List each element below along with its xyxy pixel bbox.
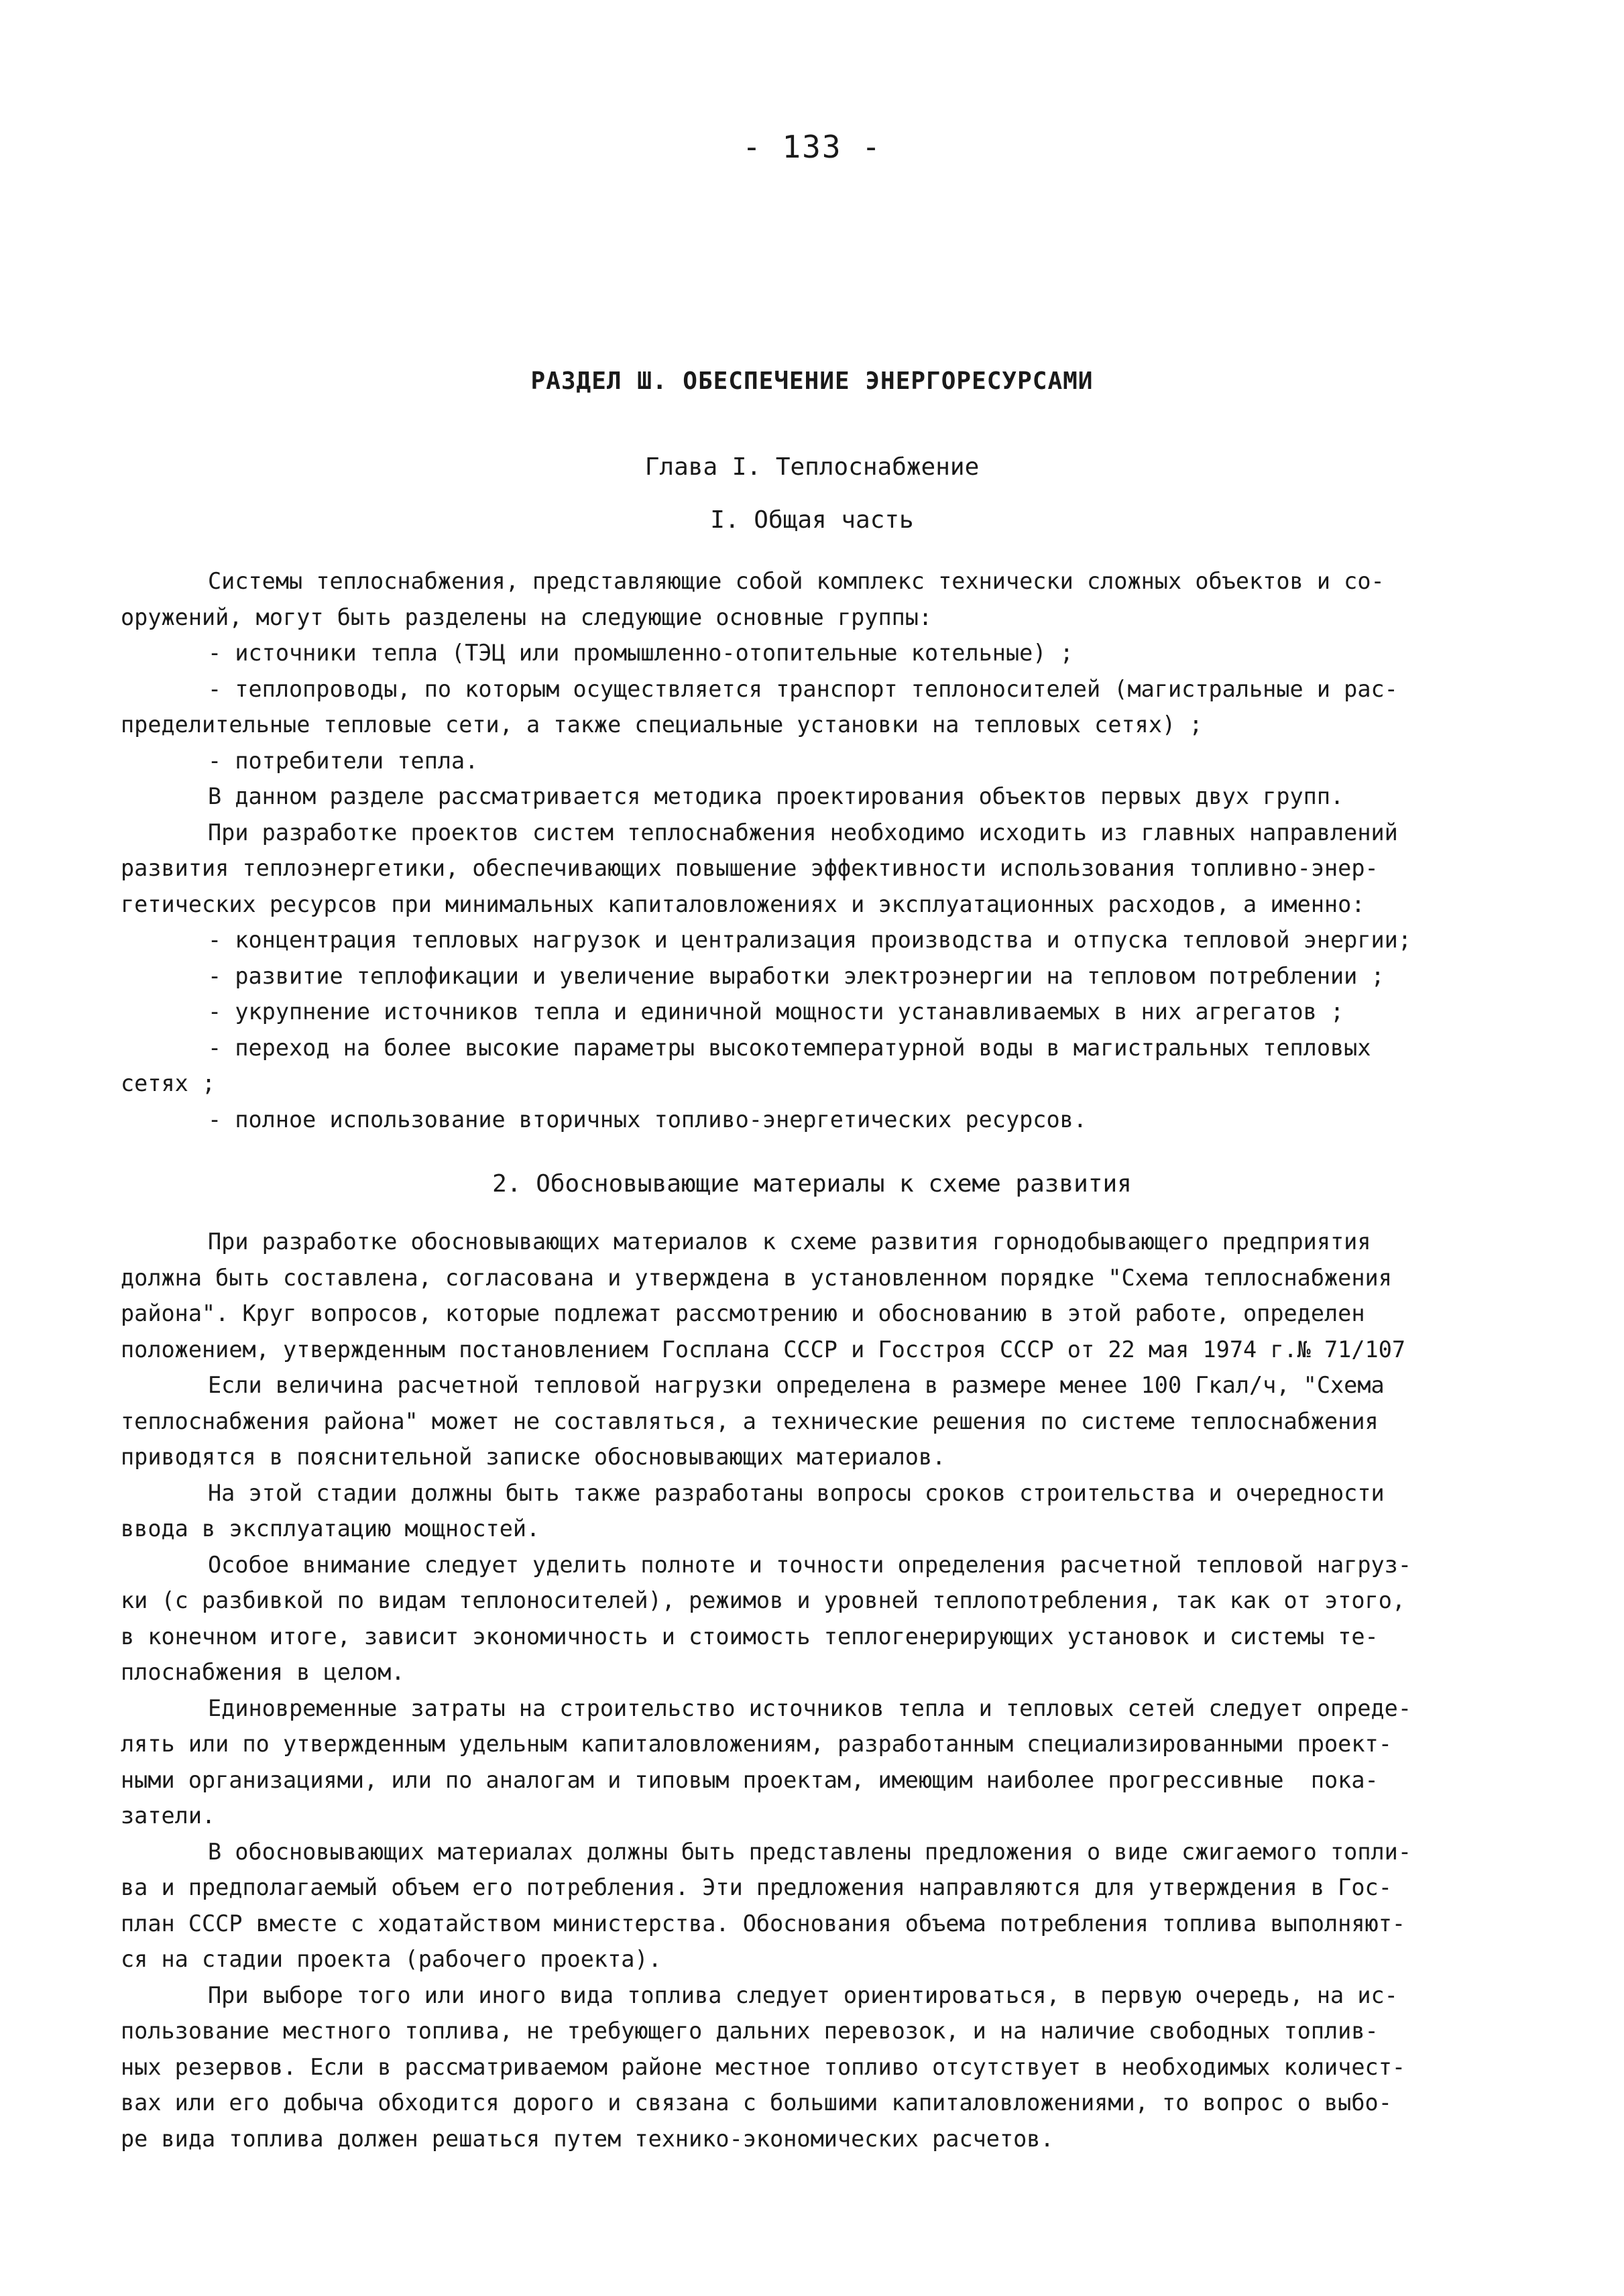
text-line: пределительные тепловые сети, а также специальные установки на тепловых сетях) ; [121, 711, 1203, 738]
subsection-title-materials: 2. Обосновывающие материалы к схеме развития [492, 1170, 1132, 1198]
text-line: Особое внимание следует уделить полноте и точности определения расчетной тепловой нагруз- [208, 1551, 1412, 1578]
text-line: ными организациями, или по аналогам и типовым проектам, имеющим наиболее прогрессивные пока- [121, 1766, 1379, 1793]
text-line: ре вида топлива должен решаться путем технико-экономических расчетов. [121, 2125, 1054, 2152]
text-line: Если величина расчетной тепловой нагрузки определена в размере менее 100 Гкал/ч, "Схема [208, 1372, 1385, 1398]
text-line: ва и предполагаемый объем его потребления. Эти предложения направляются для утверждения в Гос- [121, 1874, 1392, 1900]
text-line: - теплопроводы, по которым осуществляется транспорт теплоносителей (магистральные и рас- [208, 675, 1398, 702]
text-line: На этой стадии должны быть также разработаны вопросы сроков строительства и очередности [208, 1479, 1385, 1506]
text-line: ки (с разбивкой по видам теплоносителей), режимов и уровней теплопотребления, так как от этого, [121, 1587, 1406, 1613]
text-line: ных резервов. Если в рассматриваемом районе местное топливо отсутствует в необходимых количест- [121, 2053, 1406, 2080]
text-line: При разработке обосновывающих материалов к схеме развития горнодобывающего предприятия [208, 1228, 1371, 1255]
text-line: затели. [121, 1802, 216, 1829]
text-line: района". Круг вопросов, которые подлежат рассмотрению и обоснованию в этой работе, определен [121, 1300, 1365, 1326]
text-line: При выборе того или иного вида топлива следует ориентироваться, в первую очередь, на ис- [208, 1982, 1398, 2008]
text-line: - полное использование вторичных топливо-энергетических ресурсов. [208, 1106, 1087, 1133]
materials-text [121, 1224, 1522, 2157]
text-line: приводятся в пояснительной записке обосновывающих материалов. [121, 1444, 946, 1470]
chapter-title: Глава I. Теплоснабжение [644, 453, 980, 481]
text-line: развития теплоэнергетики, обеспечивающих повышение эффективности использования топливно-энер- [121, 855, 1379, 881]
text-line: - потребители тепла. [208, 747, 479, 774]
text-line: При разработке проектов систем теплоснабжения необходимо исходить из главных направлений [208, 819, 1398, 846]
text-line: в конечном итоге, зависит экономичность и стоимость теплогенерирующих установок и системы те- [121, 1623, 1379, 1650]
general-part-text [121, 563, 1522, 1137]
text-line: Системы теплоснабжения, представляющие собой комплекс технически сложных объектов и со- [208, 568, 1385, 594]
text-line: ввода в эксплуатацию мощностей. [121, 1515, 540, 1542]
text-line: вах или его добыча обходится дорого и связана с большими капиталовложениями, то вопрос о выбо- [121, 2089, 1392, 2116]
text-line: теплоснабжения района" может не составляться, а технические решения по системе теплоснабжения [121, 1408, 1379, 1434]
text-line: Единовременные затраты на строительство источников тепла и тепловых сетей следует опреде- [208, 1695, 1412, 1721]
text-line: сетях ; [121, 1070, 216, 1096]
text-line: В обосновывающих материалах должны быть представлены предложения о виде сжигаемого топли- [208, 1838, 1412, 1865]
text-line: плоснабжения в целом. [121, 1659, 405, 1685]
text-line: лять или по утвержденным удельным капиталовложениям, разработанным специализированными проект- [121, 1731, 1392, 1757]
text-line: оружений, могут быть разделены на следующие основные группы: [121, 604, 933, 630]
text-line: - переход на более высокие параметры высокотемпературной воды в магистральных тепловых [208, 1034, 1371, 1061]
text-line: гетических ресурсов при минимальных капиталовложениях и эксплуатационных расходов, а именно: [121, 891, 1365, 917]
subsection-title-general: I. Общая часть [710, 506, 914, 534]
text-line: В данном разделе рассматривается методика проектирования объектов первых двух групп. [208, 783, 1344, 809]
text-line: план СССР вместе с ходатайством министерства. Обоснования объема потребления топлива выполняют- [121, 1910, 1406, 1937]
text-line: - укрупнение источников тепла и единичной мощности устанавливаемых в них агрегатов ; [208, 998, 1344, 1025]
text-line: - источники тепла (ТЭЦ или промышленно-отопительные котельные) ; [208, 640, 1074, 666]
text-line: положением, утвержденным постановлением Госплана СССР и Госстроя СССР от 22 мая 1974 г.№ 71/107 [121, 1336, 1406, 1363]
section-title: РАЗДЕЛ Ш. ОБЕСПЕЧЕНИЕ ЭНЕРГОРЕСУРСАМИ [530, 367, 1094, 395]
text-line: пользование местного топлива, не требующего дальних перевозок, и на наличие свободных топлив- [121, 2018, 1379, 2044]
text-line: ся на стадии проекта (рабочего проекта). [121, 1946, 662, 1972]
text-line: - концентрация тепловых нагрузок и централизация производства и отпуска тепловой энергии; [208, 927, 1412, 953]
text-line: - развитие теплофикации и увеличение выработки электроэнергии на тепловом потреблении ; [208, 962, 1385, 989]
text-line: должна быть составлена, согласована и утверждена в установленном порядке "Схема теплоснабжения [121, 1264, 1392, 1291]
page-number: - 133 - [742, 129, 882, 165]
